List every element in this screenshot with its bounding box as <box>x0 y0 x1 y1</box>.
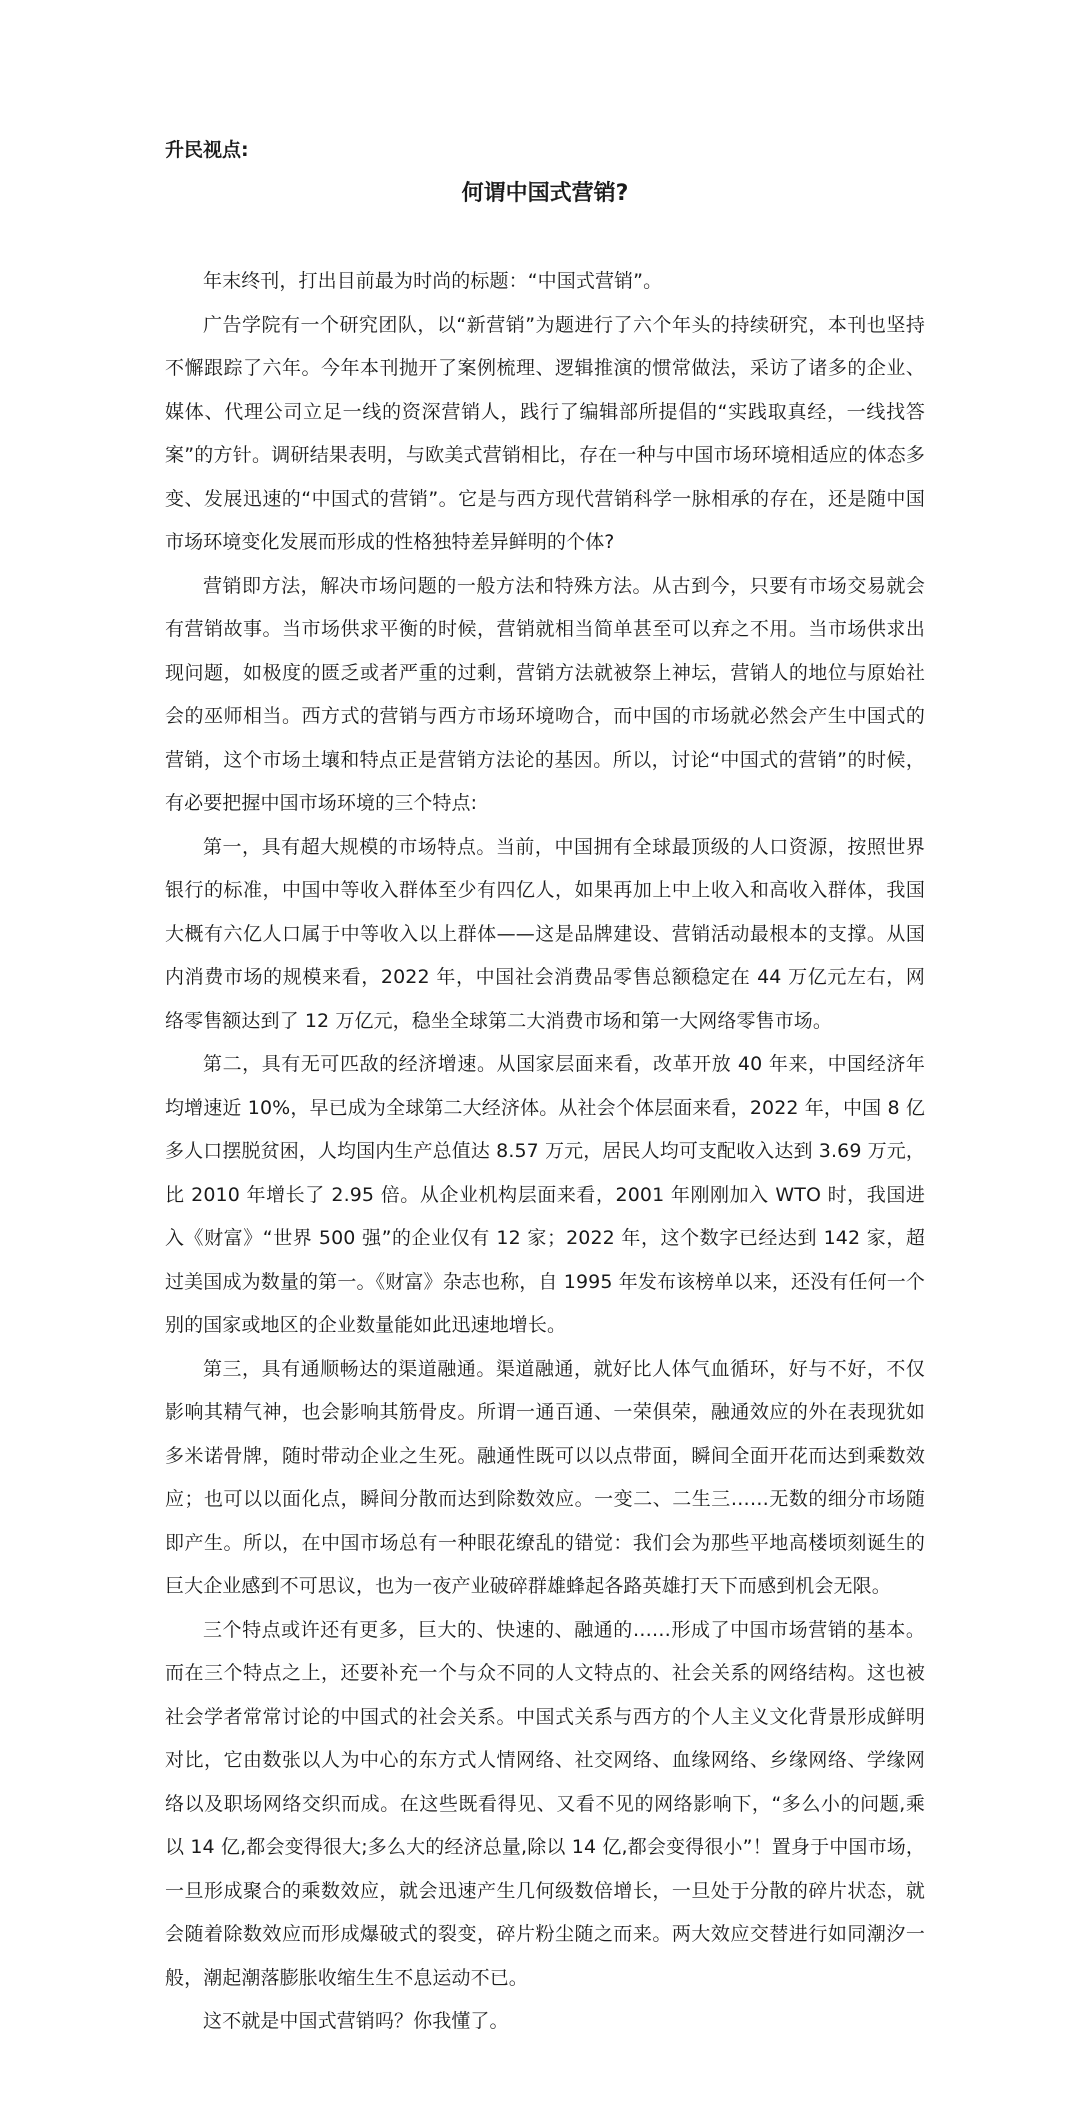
paragraph-social-network: 三个特点或许还有更多，巨大的、快速的、融通的……形成了中国市场营销的基本。而在三个特点之上，还要补充一个与众不同的人文特点的、社会关系的网络结构。这也被社会学者常常讨论的中国式的社会关系。中国式关系与西方的个人主义文化背景形成鲜明对比，它由数张以人为中心的东方式人情网络、社交网络、血缘网络、乡缘网络、学缘网络以及职场网络交织而成。在这些既看得见、又看不见的网络影响下，“多么小的问题,乘以 14 亿,都会变得很大;多么大的经济总量,除以 14 亿,都会变得很小”！置身于中国市场，一旦形成聚合的乘数效应，就会迅速产生几何级数倍增长，一旦处于分散的碎片状态，就会随着除数效应而形成爆破式的裂变，碎片粉尘随之而来。两大效应交替进行如同潮汐一般，潮起潮落膨胀收缩生生不息运动不已。 <box>165 1618 925 1989</box>
paragraph-research: 广告学院有一个研究团队，以“新营销”为题进行了六个年头的持续研究，本刊也坚持不懈跟踪了六年。今年本刊抛开了案例梳理、逻辑推演的惯常做法，采访了诸多的企业、媒体、代理公司立足一线的资深营销人，践行了编辑部所提倡的“实践取真经，一线找答案”的方针。调研结果表明，与欧美式营销相比，存在一种与中国市场环境相适应的体态多变、发展迅速的“中国式的营销”。它是与西方现代营销科学一脉相承的存在，还是随中国市场环境变化发展而形成的性格独特差异鲜明的个体? <box>165 313 925 553</box>
column-label: 升民视点: <box>165 139 249 161</box>
article-body <box>165 260 925 2044</box>
paragraph-conclusion: 这不就是中国式营销吗？你我懂了。 <box>203 2010 509 2032</box>
article-column <box>165 132 925 2032</box>
paragraph-first-feature: 第一，具有超大规模的市场特点。当前，中国拥有全球最顶级的人口资源，按照世界银行的标准，中国中等收入群体至少有四亿人，如果再加上中上收入和高收入群体，我国大概有六亿人口属于中等收入以上群体——这是品牌建设、营销活动最根本的支撑。从国内消费市场的规模来看，2022 年，中国社会消费品零售总额稳定在 44 万亿元左右，网络零售额达到了 12 万亿元，稳坐全球第二大消费市场和第一大网络零售市场。 <box>165 835 925 1032</box>
paragraph-method: 营销即方法，解决市场问题的一般方法和特殊方法。从古到今，只要有市场交易就会有营销故事。当市场供求平衡的时候，营销就相当简单甚至可以弃之不用。当市场供求出现问题，如极度的匮乏或者严重的过剩，营销方法就被祭上神坛，营销人的地位与原始社会的巫师相当。西方式的营销与西方市场环境吻合，而中国的市场就必然会产生中国式的营销，这个市场土壤和特点正是营销方法论的基因。所以，讨论“中国式的营销”的时候，有必要把握中国市场环境的三个特点: <box>165 574 925 814</box>
paragraph-intro: 年末终刊，打出目前最为时尚的标题：“中国式营销”。 <box>203 270 663 292</box>
paragraph-second-feature: 第二，具有无可匹敌的经济增速。从国家层面来看，改革开放 40 年来，中国经济年均增速近 10%，早已成为全球第二大经济体。从社会个体层面来看，2022 年，中国 8 亿多人口摆脱贫困，人均国内生产总值达 8.57 万元，居民人均可支配收入达到 3.69 万元，比 2010 年增长了 2.95 倍。从企业机构层面来看，2001 年刚刚加入 WTO 时，我国进入《财富》“世界 500 强”的企业仅有 12 家；2022 年，这个数字已经达到 142 家，超过美国成为数量的第一。《财富》杂志也称，自 1995 年发布该榜单以来，还没有任何一个别的国家或地区的企业数量能如此迅速地增长。 <box>165 1053 925 1336</box>
paragraph-third-feature: 第三，具有通顺畅达的渠道融通。渠道融通，就好比人体气血循环，好与不好，不仅影响其精气神，也会影响其筋骨皮。所谓一通百通、一荣俱荣，融通效应的外在表现犹如多米诺骨牌，随时带动企业之生死。融通性既可以以点带面，瞬间全面开花而达到乘数效应；也可以以面化点，瞬间分散而达到除数效应。一变二、二生三……无数的细分市场随即产生。所以，在中国市场总有一种眼花缭乱的错觉：我们会为那些平地高楼顷刻诞生的巨大企业感到不可思议，也为一夜产业破碎群雄蜂起各路英雄打天下而感到机会无限。 <box>165 1357 925 1597</box>
article-title: 何谓中国式营销? <box>461 181 629 206</box>
